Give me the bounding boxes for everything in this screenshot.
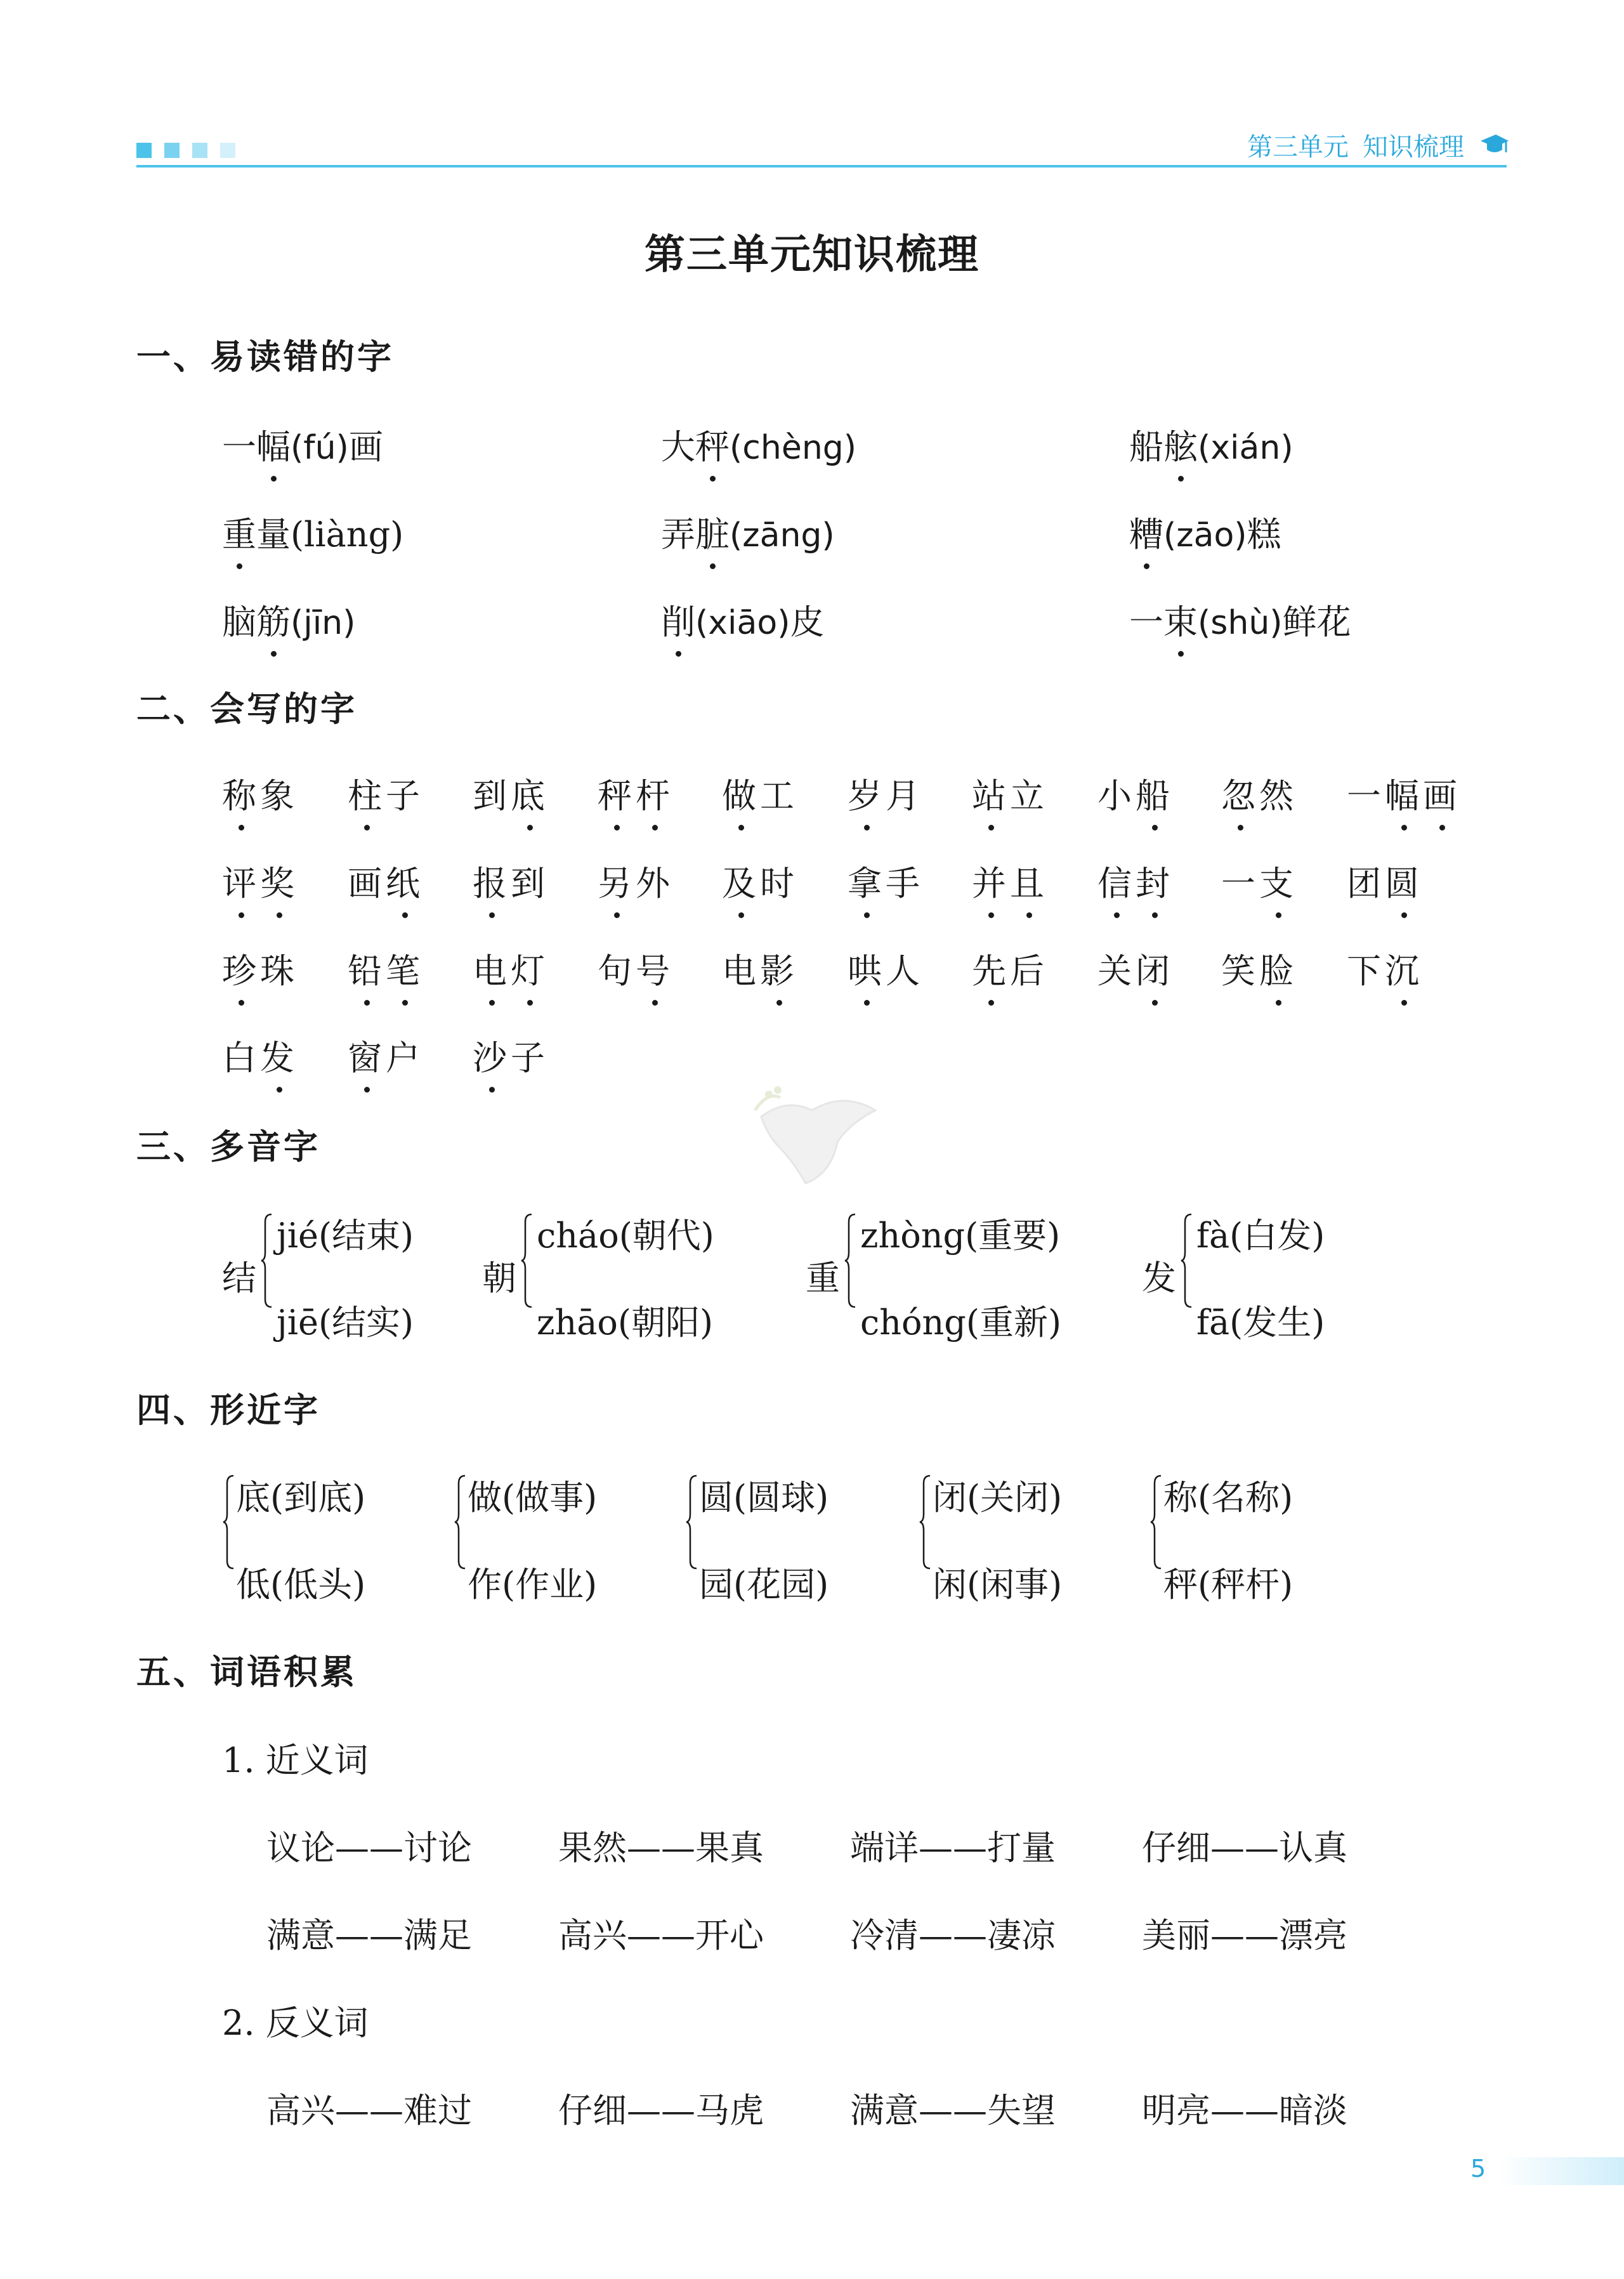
header-square [136,143,152,158]
section-heading-1: 一、易读错的字 [136,337,394,377]
word-item: 电灯 [473,944,549,993]
similar-char-item: 秤(秤杆) [1163,1565,1293,1605]
word-item: 铅笔 [348,944,424,993]
polyphone-reading: fā(发生) [1196,1303,1325,1343]
item-8: 削(xiāo)皮 [661,595,824,644]
subheading-antonyms: 2. 反义词 [222,2003,369,2043]
word-item: 关闭 [1097,944,1174,993]
word-item: 小船 [1097,769,1174,818]
word-item: 做工 [722,769,798,818]
word-item: 白发 [222,1031,298,1080]
header-decoration [136,143,235,158]
similar-char-item: 作(作业) [468,1565,598,1605]
section-heading-4: 四、形近字 [136,1390,320,1430]
similar-char-item: 园(花园) [699,1565,829,1605]
item-2: 大秤(chèng) [661,420,856,469]
brace-icon [685,1474,698,1570]
similar-char-item: 圆(圆球) [699,1478,829,1518]
antonym-pair: 仔细——马虎 [558,2091,764,2131]
synonym-pair: 冷清——凄凉 [850,1915,1056,1955]
word-item: 忽然 [1221,769,1297,818]
similar-char-item: 低(低头) [236,1565,366,1605]
word-item: 另外 [598,857,674,905]
word-item: 评奖 [222,857,298,905]
header-label [1247,127,1510,163]
word-item: 及时 [722,857,798,905]
similar-char-item: 闭(关闭) [933,1478,1063,1518]
header-topic: 知识梳理 [1363,133,1464,162]
brace-icon [260,1213,273,1308]
word-item: 报到 [473,857,549,905]
synonym-pair: 高兴——开心 [558,1915,764,1955]
section-heading-2: 二、会写的字 [136,689,357,729]
synonym-pair: 仔细——认真 [1142,1828,1347,1868]
section-heading-5: 五、词语积累 [136,1652,357,1692]
word-item: 先后 [972,944,1048,993]
antonym-row [266,2084,1347,2132]
item-6: 糟(zāo)糕 [1129,508,1281,556]
synonym-row [266,1821,1347,1870]
word-item: 画纸 [348,857,424,905]
word-item: 窗户 [348,1031,424,1080]
similar-char-item: 底(到底) [236,1478,366,1518]
polyphone-reading: jié(结束) [277,1216,414,1256]
synonym-pair: 果然——果真 [558,1828,764,1868]
header-square [164,143,180,158]
item-4: 重量(liàng) [222,508,403,556]
brace-icon [919,1474,931,1570]
page-number: 5 [1470,2155,1486,2183]
brace-icon [222,1474,235,1570]
section-heading-3: 三、多音字 [136,1127,320,1167]
word-item: 句号 [598,944,674,993]
polyphone-reading: cháo(朝代) [537,1216,714,1256]
antonym-pair: 明亮——暗淡 [1142,2091,1347,2131]
brace-icon [1180,1213,1193,1308]
header-rule [136,165,1507,167]
antonym-pair: 高兴——难过 [266,2091,472,2131]
synonym-pair: 端详——打量 [850,1828,1056,1868]
brace-icon [454,1474,466,1570]
word-item: 笑脸 [1221,944,1297,993]
synonym-pair: 满意——满足 [266,1915,472,1955]
word-item: 珍珠 [222,944,298,993]
item-3: 船舷(xián) [1129,420,1293,469]
item-1: 一幅(fú)画 [222,420,383,469]
subheading-synonyms: 1. 近义词 [222,1740,369,1780]
word-item: 电影 [722,944,798,993]
brace-icon [520,1213,533,1308]
footer-bar [1497,2157,1624,2185]
polyphone-reading: zhòng(重要) [860,1216,1061,1256]
page-title: 第三单元知识梳理 [645,232,979,279]
similar-char-item: 称(名称) [1163,1478,1293,1518]
word-item: 一支 [1221,857,1297,905]
polyphone-char: 结 [222,1258,256,1298]
brace-icon [844,1213,856,1308]
similar-char-item: 做(做事) [468,1478,598,1518]
item-5: 弄脏(zāng) [661,508,835,556]
word-item: 到底 [473,769,549,818]
polyphone-char: 重 [806,1258,840,1298]
polyphone-reading: fà(白发) [1196,1216,1325,1256]
synonym-pair: 美丽——漂亮 [1142,1915,1347,1955]
synonym-pair: 议论——讨论 [266,1828,472,1868]
word-item: 秤杆 [598,769,674,818]
synonym-row [266,1908,1347,1957]
word-item: 一幅画 [1347,769,1461,818]
item-7: 脑筋(jīn) [222,595,355,644]
antonym-pair: 满意——失望 [850,2091,1056,2131]
word-item: 下沉 [1347,944,1423,993]
polyphone-char: 朝 [482,1258,516,1298]
word-item: 沙子 [473,1031,549,1080]
polyphone-char: 发 [1142,1258,1176,1298]
word-item: 岁月 [848,769,924,818]
header-square [220,143,235,158]
word-item: 柱子 [348,769,424,818]
word-item: 称象 [222,769,298,818]
item-9: 一束(shù)鲜花 [1129,595,1351,644]
polyphone-reading: jiē(结实) [277,1303,414,1343]
word-item: 团圆 [1347,857,1423,905]
header-unit: 第三单元 [1247,133,1349,162]
similar-char-item: 闲(闲事) [933,1565,1063,1605]
word-item: 信封 [1097,857,1174,905]
word-item: 哄人 [848,944,924,993]
graduation-cap-icon [1478,129,1510,161]
polyphone-reading: zhāo(朝阳) [537,1303,714,1343]
header-square [192,143,207,158]
polyphone-reading: chóng(重新) [860,1303,1062,1343]
dove-watermark-icon [736,1072,901,1199]
word-item: 拿手 [848,857,924,905]
brace-icon [1149,1474,1162,1570]
word-item: 并且 [972,857,1048,905]
word-item: 站立 [972,769,1048,818]
